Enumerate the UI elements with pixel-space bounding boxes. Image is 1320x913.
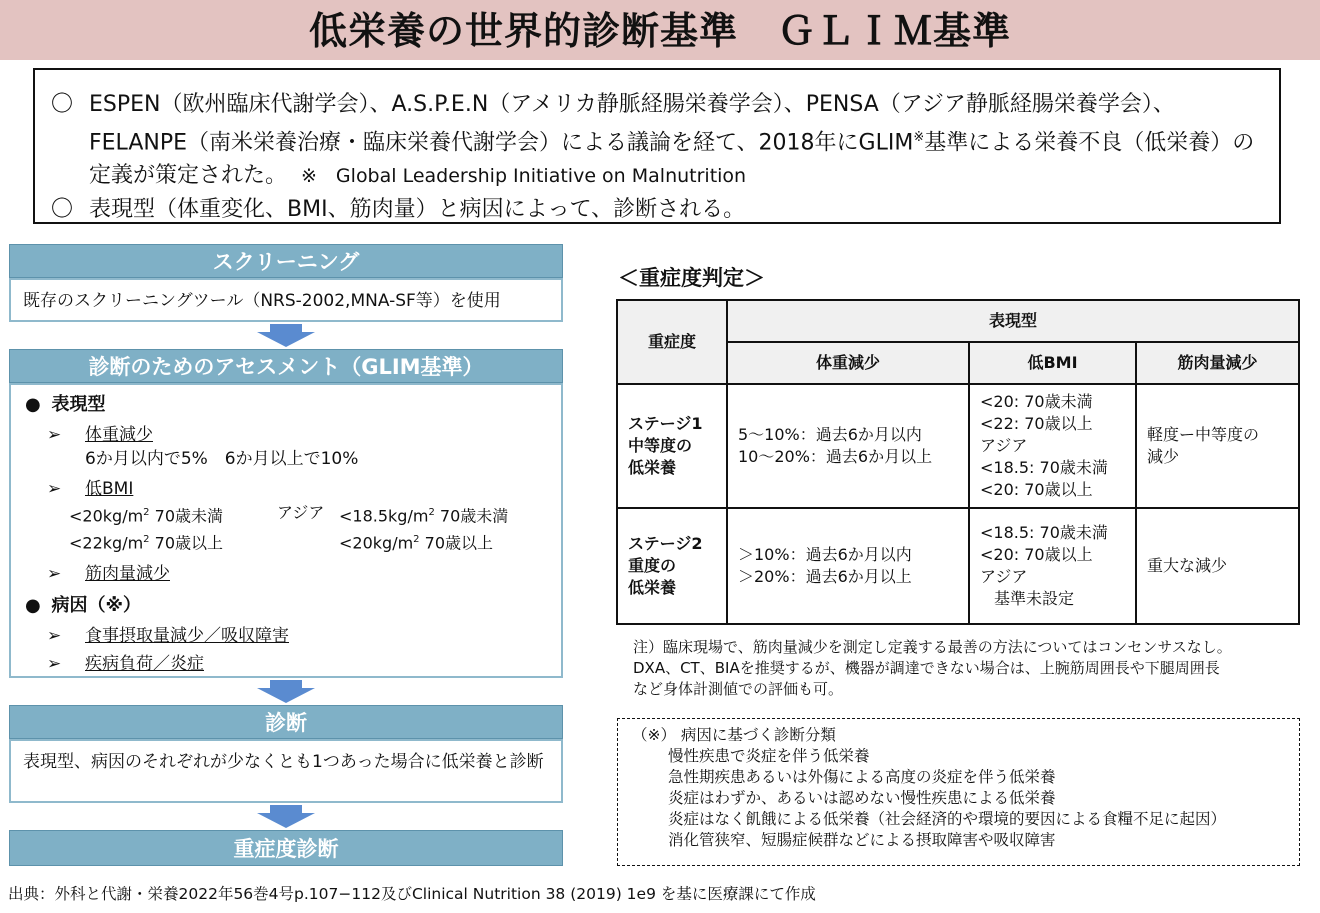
- stage1-bmi-line: アジア: [980, 436, 1028, 455]
- list-item: 炎症はなく飢餓による低栄養（社会経済的や環境的要因による食糧不足に起因）: [668, 810, 1227, 828]
- stage1-line: 低栄養: [628, 458, 677, 477]
- diagnosis-text: 表現型、病因のそれぞれが少なくとも1つあった場合に低栄養と診断: [23, 752, 544, 772]
- stage2-bmi-line: アジア: [980, 567, 1028, 586]
- header-phenotype: 表現型: [727, 300, 1299, 342]
- bmi-a2-sq: 2: [143, 534, 150, 546]
- bmi-b2: [339, 528, 549, 555]
- intro-text-2: 表現型（体重変化、BMI、筋肉量）と病因によって、診断される。: [89, 197, 746, 223]
- bmi-b1-sq: 2: [428, 507, 435, 518]
- stage1-line: 中等度の: [628, 436, 693, 455]
- header-bmi: 低BMI: [969, 342, 1136, 384]
- bmi-a2-value: <22kg/m: [69, 533, 144, 553]
- stage2-line: 重度の: [628, 556, 677, 575]
- screening-band: スクリーニング: [9, 244, 563, 278]
- bmi-a2: [69, 528, 277, 555]
- bmi-b2-value: <20kg/m: [339, 533, 414, 553]
- bmi-b1-value: <18.5kg/m: [339, 506, 429, 526]
- page-title: 低栄養の世界的診断基準 ＧＬＩＭ基準: [0, 0, 1320, 60]
- bmi-b2-age: 70歳以上: [419, 533, 493, 553]
- bullet-icon: ●: [25, 394, 41, 415]
- low-bmi-item: [47, 477, 547, 501]
- muscle-label: 筋肉量減少: [85, 563, 170, 584]
- header-muscle: 筋肉量減少: [1136, 342, 1299, 384]
- header-severity: 重症度: [617, 300, 727, 384]
- stage2-muscle: 重大な減少: [1136, 508, 1299, 624]
- diagnosis-band: 診断: [9, 705, 563, 739]
- screening-text: 既存のスクリーニングツール（NRS-2002,MNA-SF等）を使用: [23, 291, 501, 311]
- circle-marker: 〇: [51, 197, 74, 223]
- diagnosis-panel: [9, 739, 563, 803]
- bmi-b2-sq: 2: [413, 534, 420, 546]
- table-row: [617, 508, 1299, 624]
- weight-loss-detail: 6か月以内で5% 6か月以上で10%: [85, 449, 359, 469]
- severity-table: [616, 299, 1300, 625]
- stage1-bmi-line: <20: 70歳以上: [980, 480, 1093, 499]
- bmi-b1-age: 70歳未満: [434, 506, 509, 526]
- stage2-line: ステージ2: [628, 534, 703, 553]
- stage1-bmi: [969, 384, 1136, 508]
- stage1-line: ステージ1: [628, 414, 703, 433]
- stage2-weight: [727, 508, 969, 624]
- stage1-label: [617, 384, 727, 508]
- arrowhead-icon: ➢: [47, 653, 62, 674]
- phenotype-label: 表現型: [51, 394, 106, 415]
- bmi-a1-value: <20kg/m: [69, 506, 144, 526]
- footnote-line: 注）臨床現場で、筋肉量減少を測定し定義する最善の方法についてはコンセンサスなし。: [633, 638, 1232, 656]
- bmi-criteria: [69, 501, 547, 556]
- footnote: [633, 637, 1303, 700]
- bmi-a2-age: 70歳以上: [149, 533, 223, 553]
- stage1-muscle-line: 減少: [1147, 447, 1180, 466]
- stage1-bmi-line: <22: 70歳以上: [980, 414, 1093, 433]
- low-bmi-label: 低BMI: [85, 479, 134, 499]
- list-item: 急性期疾患あるいは外傷による高度の炎症を伴う低栄養: [668, 768, 1056, 786]
- intro-text-1-post: 基準による栄養不良（低栄養）の定義が策定された。: [89, 130, 1255, 189]
- list-item: 炎症はわずか、あるいは認めない慢性疾患による低栄養: [668, 789, 1056, 807]
- stage1-muscle-line: 軽度ー中等度の: [1147, 425, 1260, 444]
- classification-heading: （※） 病因に基づく診断分類: [632, 726, 836, 744]
- etiology-item-1: [47, 624, 547, 648]
- weight-loss-label: 体重減少: [85, 425, 153, 445]
- etiology-2-label: 疾病負荷／炎症: [85, 653, 204, 674]
- down-arrow-icon: [255, 324, 317, 348]
- classification-box: [617, 718, 1300, 866]
- muscle-item: [47, 562, 547, 586]
- bmi-a1-age: 70歳未満: [149, 506, 223, 526]
- down-arrow-icon: [255, 805, 317, 829]
- footnote-line: DXA、CT、BIAを推奨するが、機器が調達できない場合は、上腕筋周囲長や下腿周囲長: [633, 659, 1220, 677]
- severity-title: ＜重症度判定＞: [618, 266, 765, 290]
- table-row: [617, 384, 1299, 508]
- screening-panel: [9, 278, 563, 322]
- stage1-weight: [727, 384, 969, 508]
- down-arrow-icon: [255, 680, 317, 704]
- list-item: 慢性疾患で炎症を伴う低栄養: [668, 747, 870, 765]
- stage1-bmi-line: <20: 70歳未満: [980, 392, 1093, 411]
- table-header-row: [617, 300, 1299, 342]
- intro-text-1: [89, 88, 1263, 193]
- assessment-band: 診断のためのアセスメント（GLIM基準）: [9, 349, 563, 383]
- etiology-1-label: 食事摂取量減少／吸収障害: [85, 625, 289, 646]
- arrowhead-icon: ➢: [47, 425, 62, 445]
- bmi-asia-label: アジア: [277, 503, 325, 522]
- stage2-bmi-line: <18.5: 70歳未満: [980, 523, 1108, 542]
- list-item: 消化管狭窄、短腸症候群などによる摂取障害や吸収障害: [668, 831, 1056, 849]
- arrowhead-icon: ➢: [47, 625, 62, 646]
- severity-band: 重症度診断: [9, 830, 563, 866]
- footnote-line: など身体計測値での評価も可。: [633, 680, 844, 698]
- arrowhead-icon: ➢: [47, 479, 62, 499]
- bmi-a1-sq: 2: [143, 507, 150, 518]
- stage1-weight-line: 10〜20%：過去6か月以上: [738, 447, 933, 466]
- bmi-a1: [69, 501, 277, 528]
- stage2-label: [617, 508, 727, 624]
- intro-item-2: [51, 193, 1263, 226]
- phenotype-heading: [25, 393, 547, 417]
- stage1-bmi-line: <18.5: 70歳未満: [980, 458, 1108, 477]
- bmi-b1: [339, 501, 549, 528]
- header-weight: 体重減少: [727, 342, 969, 384]
- arrowhead-icon: ➢: [47, 563, 62, 584]
- stage2-line: 低栄養: [628, 578, 677, 597]
- stage2-bmi: [969, 508, 1136, 624]
- etiology-label: 病因（※）: [51, 594, 142, 616]
- stage2-bmi-line: 基準未設定: [994, 589, 1075, 608]
- weight-loss-item: [47, 423, 547, 447]
- stage2-weight-line: ＞20%：過去6か月以上: [738, 567, 912, 586]
- etiology-item-2: [47, 652, 547, 676]
- intro-text-1-pre: ESPEN（欧州臨床代謝学会）、A.S.P.E.N（アメリカ静脈経腸栄養学会）、PENSA（アジア静脈経腸栄養学会）、FELANPE（南米栄養治療・臨床栄養代謝学会）による議論を経て、2018年にGLIM: [89, 92, 1175, 156]
- intro-note-mark: ※: [913, 130, 925, 145]
- intro-item-1: [51, 88, 1263, 193]
- stage1-muscle: [1136, 384, 1299, 508]
- assessment-panel: [9, 383, 563, 678]
- intro-note: ※ Global Leadership Initiative on Malnutrition: [301, 165, 747, 188]
- intro-box: [33, 68, 1281, 224]
- etiology-heading: [25, 594, 547, 618]
- stage2-bmi-line: <20: 70歳以上: [980, 545, 1093, 564]
- bullet-icon: ●: [25, 594, 41, 616]
- stage1-weight-line: 5〜10%：過去6か月以内: [738, 425, 922, 444]
- stage2-weight-line: ＞10%：過去6か月以内: [738, 545, 912, 564]
- circle-marker: 〇: [51, 92, 74, 117]
- source-citation: 出典：外科と代謝・栄養2022年56巻4号p.107−112及びClinical Nutrition 38 (2019) 1e9 を基に医療課にて作成: [8, 885, 816, 903]
